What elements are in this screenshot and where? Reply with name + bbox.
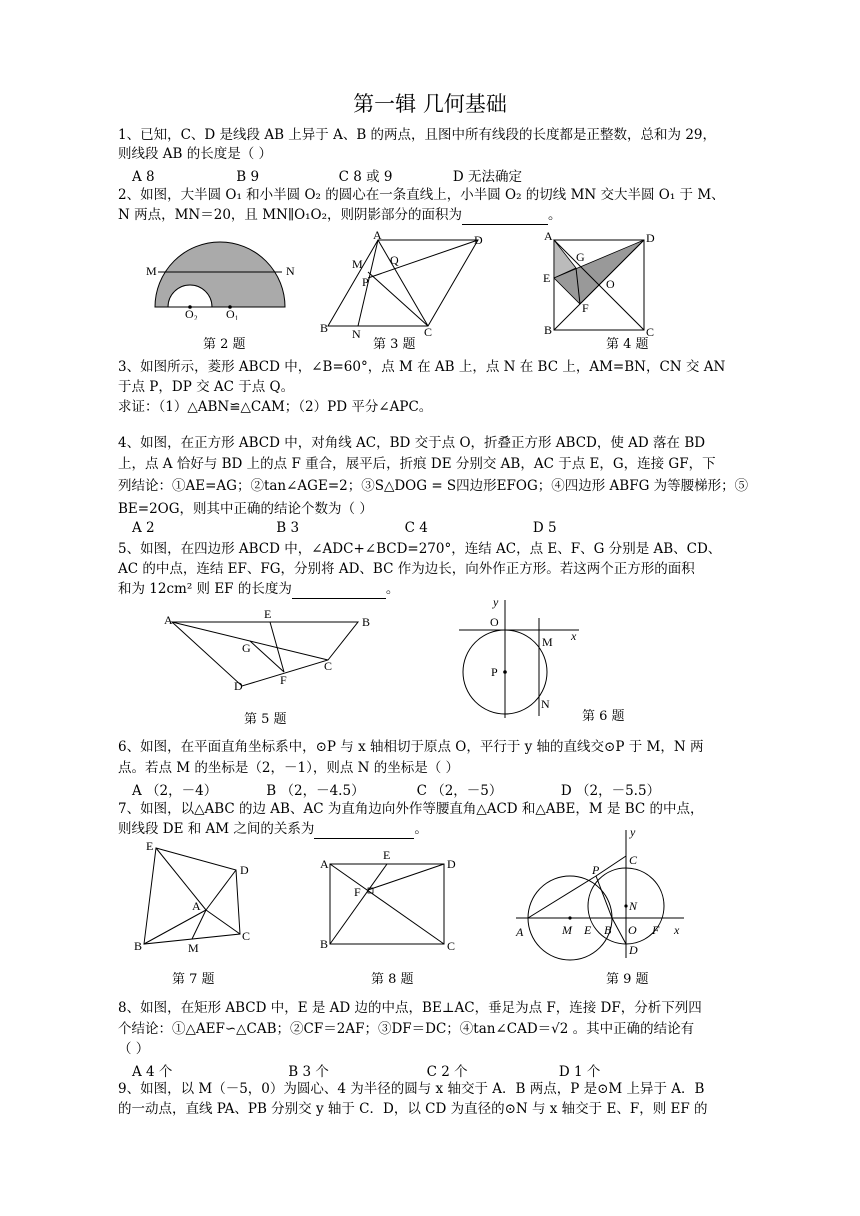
page-title: 第一辑 几何基础	[353, 92, 507, 116]
fig7-caption: 第 7 题	[172, 972, 215, 987]
q8-option-a: A 4 个	[132, 1064, 173, 1080]
q2-line2	[118, 206, 562, 225]
q4-option-d: D 5	[532, 520, 557, 536]
fig6-label-o: O	[490, 615, 499, 629]
fig2-caption: 第 2 题	[203, 337, 246, 352]
figure-7	[132, 838, 262, 956]
fig7-label-d: D	[240, 863, 249, 877]
fig4-label-b: B	[544, 323, 553, 337]
fig6-label-x: x	[571, 629, 577, 643]
q6-line2: 点。若点 M 的坐标是（2，－1），则点 N 的坐标是（ ）	[118, 760, 460, 776]
q2-line2-text: N 两点，MN＝20，且 MN∥O₁O₂，则阴影部分的面积为	[118, 207, 463, 223]
fig5-label-g: G	[242, 641, 251, 655]
q4-options	[132, 520, 557, 536]
fig9-label-f: F	[652, 923, 660, 937]
q8-option-b: B 3 个	[288, 1064, 329, 1080]
q2-line1: 2、如图，大半圆 O₁ 和小半圆 O₂ 的圆心在一条直线上，小半圆 O₂ 的切线 MN 交大半圆 O₁ 于 M、	[118, 187, 725, 203]
q1-option-b: B 9	[236, 169, 260, 185]
q9-line1: 9、如图，以 M（－5，0）为圆心、4 为半径的圆与 x 轴交于 A．B 两点，P 是⊙M 上异于 A．B	[118, 1081, 705, 1097]
q1-line1: 1、已知，C、D 是线段 AB 上异于 A、B 的两点，且图中所有线段的长度都是正整数，总和为 29，	[118, 127, 717, 143]
fig4-label-c: C	[646, 325, 655, 339]
fig7-label-e: E	[146, 839, 154, 853]
fig9-label-b: B	[604, 923, 612, 937]
fig6-label-p: P	[491, 665, 498, 679]
q7-line2-text: 则线段 DE 和 AM 之间的关系为	[118, 821, 315, 837]
fig6-caption: 第 6 题	[582, 709, 625, 724]
fig4-label-d: D	[646, 231, 655, 245]
q8-option-c: C 2 个	[426, 1064, 468, 1080]
fig8-label-e: E	[383, 848, 391, 862]
fig5-label-e: E	[264, 607, 272, 621]
figure-9	[512, 826, 692, 962]
fig4-label-f: F	[582, 301, 589, 315]
fig8-label-f: F	[354, 885, 361, 899]
fig8-label-a: A	[320, 857, 329, 871]
q6-option-b: B （2，－4.5）	[266, 783, 365, 799]
figure-5	[158, 604, 383, 696]
q5-line2: AC 的中点，连结 EF、FG，分别将 AD、BC 作为边长，向外作正方形。若这两个正方形的面积	[118, 561, 695, 577]
q6-option-d: D （2，－5.5）	[560, 783, 661, 799]
q4-option-a: A 2	[132, 520, 155, 536]
q3-line1: 3、如图所示，菱形 ABCD 中，∠B=60°，点 M 在 AB 上，点 N 在 BC 上，AM=BN，CN 交 AN	[118, 359, 726, 375]
q4-option-c: C 4	[404, 520, 428, 536]
fig2-label-o1: O₁	[226, 307, 239, 320]
fig9-label-o: O	[628, 923, 637, 937]
fig3-label-m: M	[352, 257, 363, 271]
q5-line3-end: 。	[385, 581, 400, 597]
q1-options	[132, 165, 522, 185]
fig8-label-c: C	[447, 939, 456, 953]
q7-line1: 7、如图，以△ABC 的边 AB、AC 为直角边向外作等腰直角△ACD 和△ABE，M 是 BC 的中点，	[118, 801, 704, 817]
fig9-label-y: y	[630, 826, 636, 839]
q1-option-c: C 8 或 9	[338, 169, 393, 185]
q4-line2: 上，点 A 恰好与 BD 上的点 F 重合，展平后，折痕 DE 分别交 AB，AC 于点 E，G，连接 GF，下	[118, 456, 716, 472]
q8-line1: 8、如图，在矩形 ABCD 中，E 是 AD 边的中点，BE⊥AC，垂足为点 F，连接 DF，分析下列四	[118, 1000, 702, 1016]
q4-line4: BE=2OG，则其中正确的结论个数为（ ）	[118, 501, 373, 517]
fig2-label-m: M	[146, 264, 157, 278]
fig9-label-n: N	[629, 899, 638, 913]
fig5-label-f: F	[280, 673, 287, 687]
figure-6	[455, 596, 595, 722]
fig9-label-p: P	[592, 863, 600, 877]
q5-line3	[118, 580, 399, 599]
fig7-label-b: B	[134, 939, 143, 953]
q8-option-d: D 1 个	[558, 1064, 601, 1080]
fig4-label-o: O	[606, 277, 615, 291]
fig5-caption: 第 5 题	[244, 712, 287, 727]
fig7-label-m: M	[188, 941, 199, 955]
fig9-label-m: M	[562, 923, 572, 937]
q1-option-a: A 8	[132, 169, 155, 185]
fig3-label-d: D	[474, 233, 483, 247]
q7-line2-end: 。	[414, 821, 428, 837]
fig8-label-d: D	[447, 857, 456, 871]
figure-4	[540, 228, 660, 340]
q1-line2: 则线段 AB 的长度是（ ）	[118, 146, 273, 162]
q6-option-c: C （2，－5）	[416, 783, 503, 799]
q8-line3: （ ）	[118, 1041, 150, 1057]
fig6-label-y: y	[493, 596, 499, 609]
q2-line2-end: 。	[548, 207, 562, 223]
fig4-caption: 第 4 题	[606, 337, 649, 352]
q6-option-a: A （2，－4）	[132, 783, 218, 799]
q1-option-d: D 无法确定	[452, 169, 523, 185]
fig8-caption: 第 8 题	[371, 972, 414, 987]
fig3-label-q: Q	[390, 253, 399, 267]
fig5-label-b: B	[362, 615, 371, 629]
figure-2	[140, 225, 300, 320]
fig9-label-e: E	[584, 923, 592, 937]
fig4-label-g: G	[576, 250, 585, 264]
fig3-label-a: A	[373, 230, 382, 242]
q4-option-b: B 3	[276, 520, 300, 536]
fig2-label-o2: O₂	[185, 307, 198, 320]
fig4-label-a: A	[544, 229, 553, 243]
fig5-label-d: D	[234, 679, 243, 693]
fig9-label-c: C	[629, 853, 638, 867]
q7-line2	[118, 820, 428, 839]
q9-line2: 的一动点，直线 PA、PB 分别交 y 轴于 C．D，以 CD 为直径的⊙N 与 x 轴交于 E、F，则 EF 的	[118, 1101, 708, 1117]
q4-line3: 列结论：①AE=AG；②tan∠AGE=2；③S△DOG = S四边形EFOG；④四边形 ABFG 为等腰梯形；⑤	[118, 478, 749, 494]
q6-options	[132, 779, 660, 799]
fig9-label-x: x	[674, 923, 680, 937]
figure-3	[318, 230, 493, 340]
fig2-label-n: N	[286, 264, 295, 278]
figure-8	[316, 846, 466, 954]
q5-answer-blank	[292, 580, 386, 599]
fig9-caption: 第 9 题	[606, 972, 649, 987]
fig9-label-a: A	[516, 925, 524, 939]
fig7-label-c: C	[242, 929, 251, 943]
fig3-label-n: N	[352, 327, 361, 340]
fig5-label-a: A	[164, 613, 173, 627]
fig3-label-b: B	[320, 321, 329, 335]
q4-line1: 4、如图，在正方形 ABCD 中，对角线 AC，BD 交于点 O，折叠正方形 ABCD，使 AD 落在 BD	[118, 435, 706, 451]
fig7-label-a: A	[192, 899, 201, 913]
fig6-label-n: N	[541, 697, 550, 711]
q8-line2: 个结论：①△AEF∽△CAB；②CF＝2AF；③DF＝DC；④tan∠CAD＝√2 。其中正确的结论有	[118, 1021, 695, 1037]
fig3-caption: 第 3 题	[373, 337, 416, 352]
fig9-label-d: D	[629, 943, 638, 957]
fig8-label-b: B	[320, 937, 329, 951]
q3-line2: 于点 P，DP 交 AC 于点 Q。	[118, 379, 295, 395]
fig4-label-e: E	[543, 271, 551, 285]
fig5-label-c: C	[324, 659, 333, 673]
fig3-label-c: C	[424, 325, 433, 339]
q5-line1: 5、如图，在四边形 ABCD 中，∠ADC+∠BCD=270°，连结 AC，点 E、F、G 分别是 AB、CD、	[118, 541, 722, 557]
q2-answer-blank	[462, 206, 548, 225]
q7-answer-blank	[314, 820, 414, 839]
q5-line3-text: 和为 12cm² 则 EF 的长度为	[118, 581, 292, 597]
q8-options	[132, 1060, 600, 1080]
fig6-label-m: M	[542, 635, 553, 649]
q3-line3: 求证：（1）△ABN≌△CAM；（2）PD 平分∠APC。	[118, 399, 433, 415]
fig3-label-p: P	[362, 275, 369, 289]
q6-line1: 6、如图，在平面直角坐标系中，⊙P 与 x 轴相切于原点 O，平行于 y 轴的直线交⊙P 于 M，N 两	[118, 739, 704, 755]
